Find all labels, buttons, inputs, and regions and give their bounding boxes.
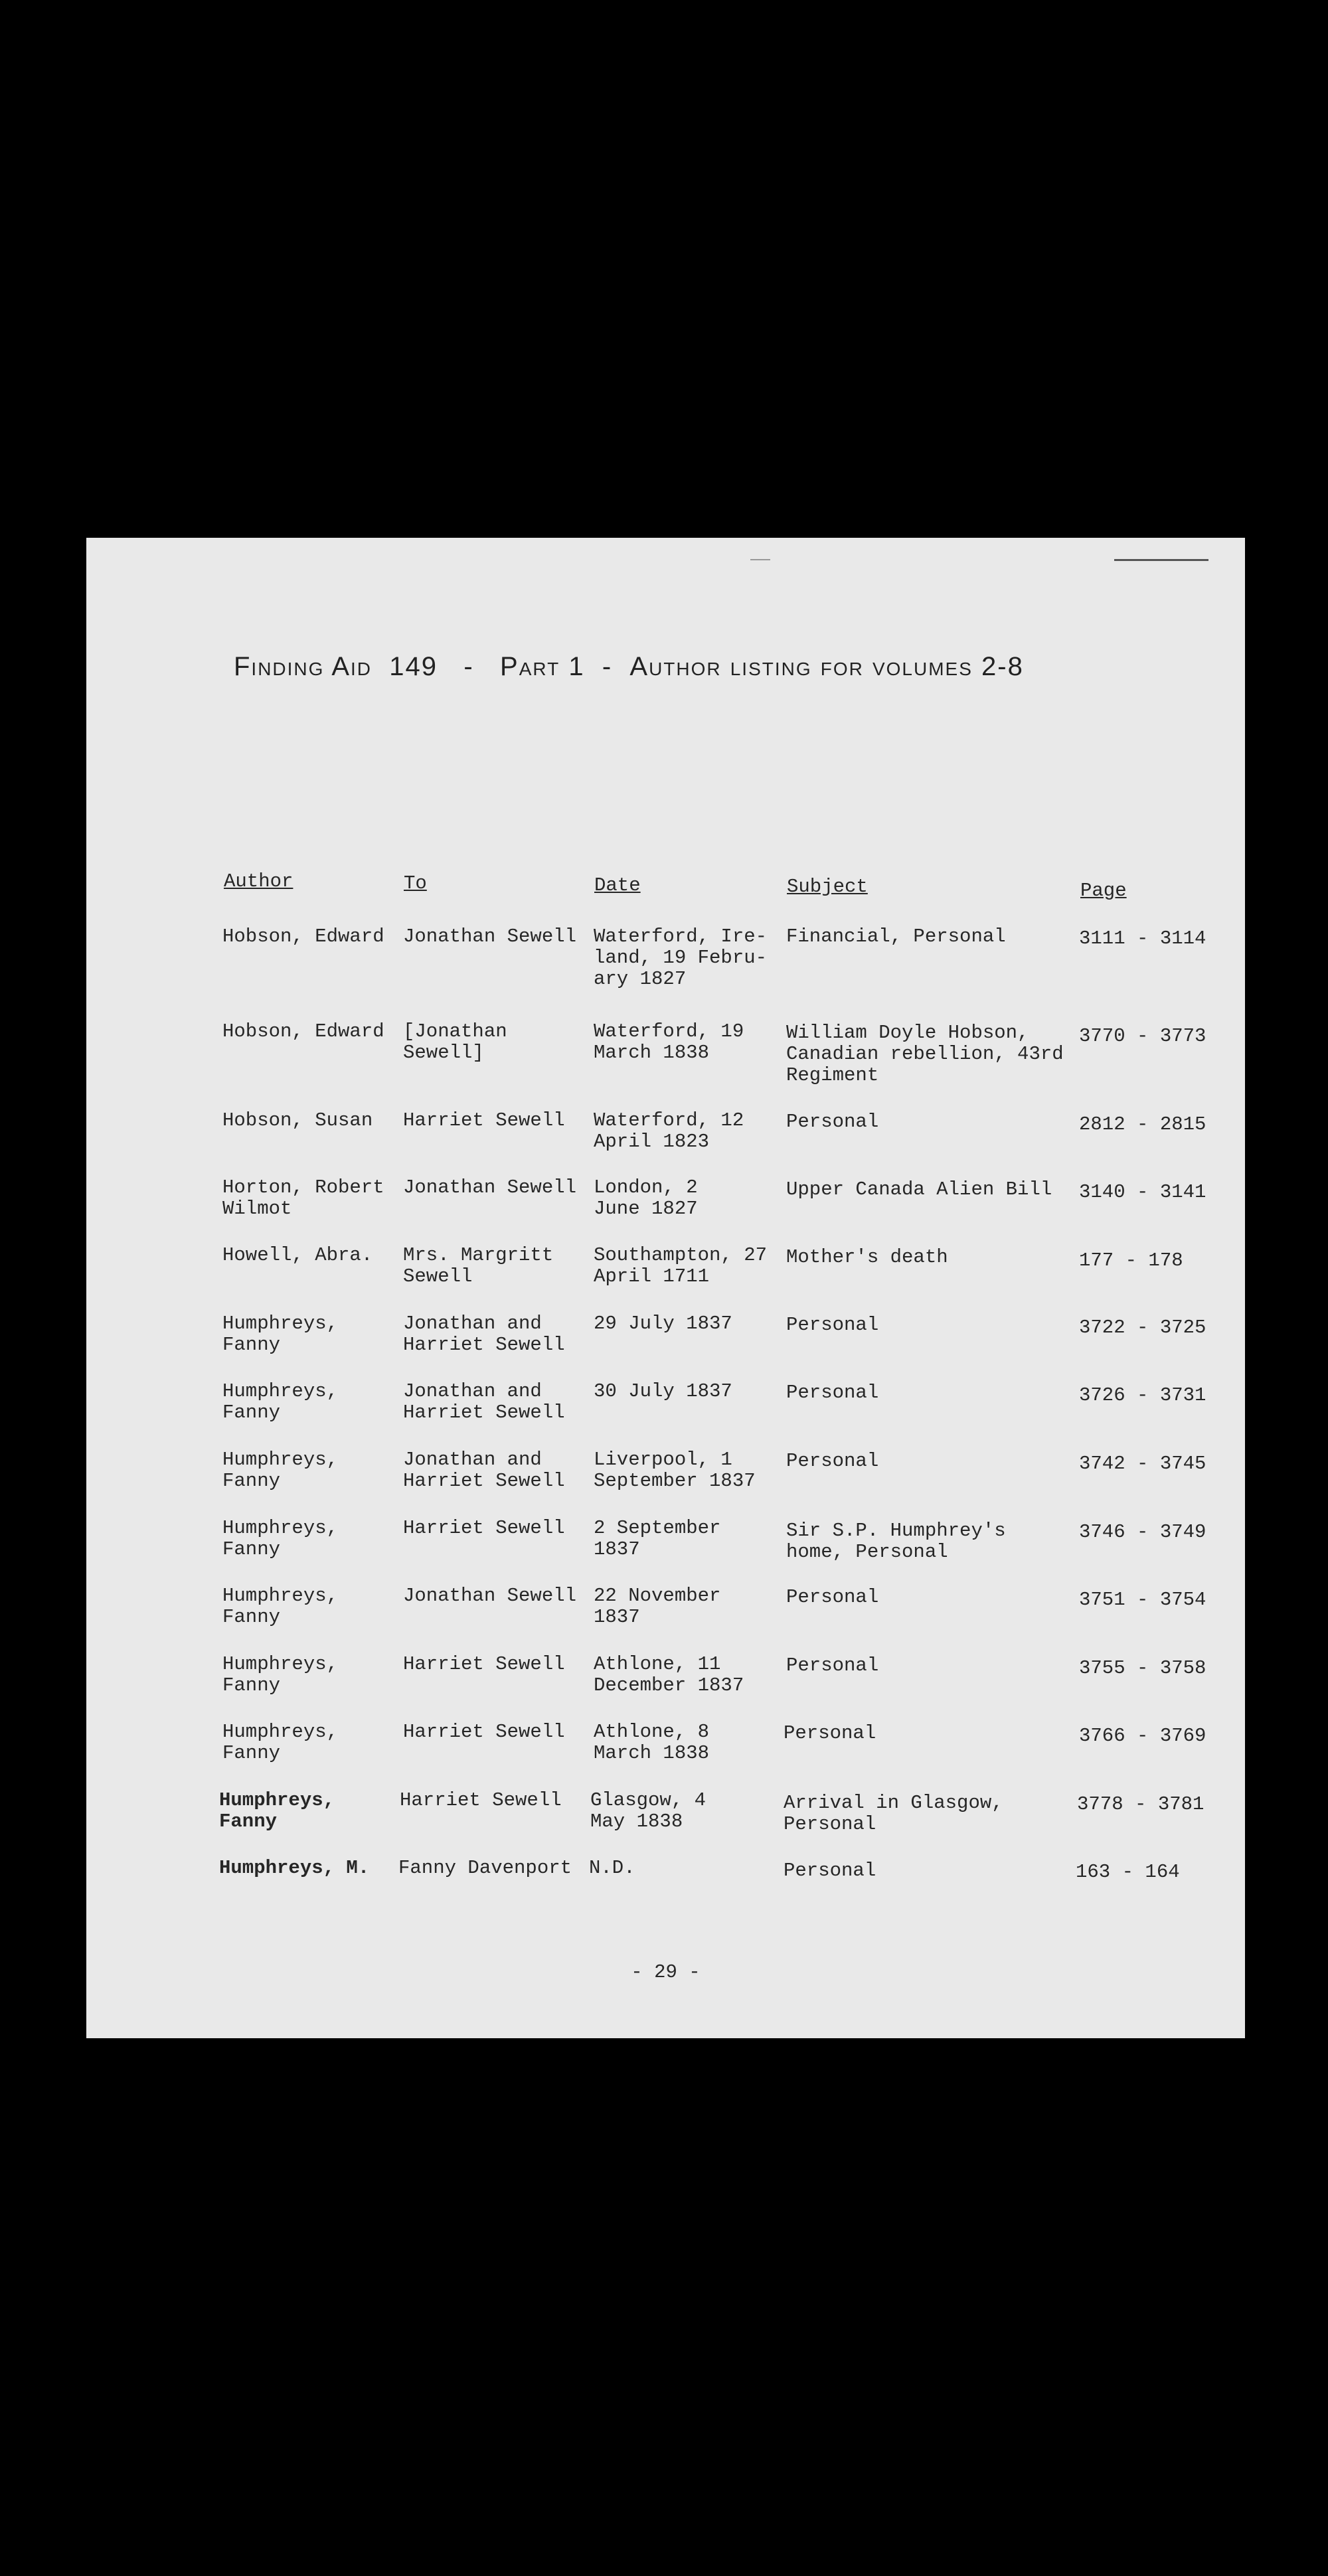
column-header-page: Page — [1080, 880, 1127, 902]
table-cell-page: 3722 - 3725 — [1079, 1317, 1206, 1338]
table-cell-author: Humphreys, Fanny — [222, 1721, 339, 1764]
table-cell-date: Waterford, 19 March 1838 — [594, 1020, 744, 1064]
table-cell-to: Jonathan and Harriet Sewell — [403, 1380, 565, 1423]
table-cell-page: 3140 - 3141 — [1079, 1181, 1206, 1203]
document-page — [86, 538, 1245, 2038]
table-cell-subject: Sir S.P. Humphrey's home, Personal — [786, 1520, 1006, 1563]
column-header-subject: Subject — [787, 876, 868, 898]
table-cell-author: Humphreys, Fanny — [222, 1449, 339, 1492]
table-cell-author: Hobson, Susan — [222, 1109, 373, 1131]
page-title — [234, 652, 1024, 682]
table-cell-page: 163 - 164 — [1076, 1861, 1180, 1883]
table-cell-author: Humphreys, Fanny — [222, 1313, 339, 1356]
page-number: - 29 - — [631, 1961, 701, 1983]
table-cell-author: Humphreys, M. — [219, 1857, 370, 1879]
title-part-number: 1 — [568, 652, 585, 681]
table-cell-subject: Personal — [786, 1586, 879, 1608]
table-cell-subject: Arrival in Glasgow, Personal — [784, 1792, 1003, 1835]
table-cell-author: Humphreys, Fanny — [222, 1653, 339, 1696]
table-cell-page: 3751 - 3754 — [1079, 1589, 1206, 1611]
table-cell-date: Athlone, 11 December 1837 — [594, 1653, 744, 1696]
table-cell-page: 2812 - 2815 — [1079, 1113, 1206, 1135]
table-cell-author: Humphreys, Fanny — [222, 1585, 339, 1628]
table-cell-to: Jonathan Sewell — [403, 1585, 577, 1607]
table-cell-date: Waterford, Ire- land, 19 Febru- ary 1827 — [594, 926, 768, 990]
table-cell-to: Harriet Sewell — [400, 1789, 562, 1811]
table-cell-date: Southampton, 27 April 1711 — [594, 1244, 768, 1287]
table-cell-subject: Personal — [786, 1450, 879, 1472]
table-cell-date: Liverpool, 1 September 1837 — [594, 1449, 756, 1492]
table-cell-page: 177 - 178 — [1079, 1249, 1183, 1271]
table-cell-date: 29 July 1837 — [594, 1313, 732, 1334]
column-header-to: To — [404, 872, 427, 894]
title-aid-number: 149 — [389, 652, 438, 681]
table-cell-page: 3766 - 3769 — [1079, 1725, 1206, 1747]
table-cell-date: 2 September 1837 — [594, 1517, 721, 1560]
title-part: Part — [500, 652, 560, 681]
table-cell-date: N.D. — [589, 1857, 635, 1879]
table-cell-subject: Upper Canada Alien Bill — [786, 1178, 1052, 1200]
table-cell-author: Hobson, Edward — [222, 1020, 384, 1042]
table-cell-author: Hobson, Edward — [222, 926, 384, 947]
column-header-author: Author — [224, 870, 293, 892]
table-cell-subject: Personal — [786, 1314, 879, 1336]
title-finding-aid: Finding Aid — [234, 652, 373, 681]
table-cell-date: Waterford, 12 April 1823 — [594, 1109, 744, 1153]
table-cell-subject: Personal — [786, 1111, 879, 1133]
table-cell-author: Howell, Abra. — [222, 1244, 373, 1266]
table-cell-page: 3111 - 3114 — [1079, 927, 1206, 949]
table-cell-author: Horton, Robert Wilmot — [222, 1176, 384, 1220]
table-cell-page: 3746 - 3749 — [1079, 1521, 1206, 1543]
table-cell-to: Harriet Sewell — [403, 1721, 565, 1743]
table-cell-subject: William Doyle Hobson, Canadian rebellion, 43rd Regiment — [786, 1022, 1064, 1086]
table-cell-to: Harriet Sewell — [403, 1109, 565, 1131]
table-cell-page: 3755 - 3758 — [1079, 1657, 1206, 1679]
table-cell-date: Athlone, 8 March 1838 — [594, 1721, 710, 1764]
table-cell-author: Humphreys, Fanny — [222, 1380, 339, 1423]
table-cell-to: [Jonathan Sewell] — [403, 1020, 507, 1064]
table-cell-page: 3726 - 3731 — [1079, 1384, 1206, 1406]
table-cell-to: Harriet Sewell — [403, 1517, 565, 1539]
scan-mark — [1114, 559, 1208, 561]
table-cell-to: Fanny Davenport — [398, 1857, 572, 1879]
table-cell-author: Humphreys, Fanny — [222, 1517, 339, 1560]
title-author-listing: Author listing for volumes — [629, 652, 973, 681]
table-cell-subject: Mother's death — [786, 1246, 948, 1268]
table-cell-to: Jonathan and Harriet Sewell — [403, 1449, 565, 1492]
column-header-date: Date — [594, 874, 641, 896]
title-dash: - — [602, 652, 613, 681]
table-cell-subject: Personal — [786, 1382, 879, 1404]
table-cell-page: 3770 - 3773 — [1079, 1025, 1206, 1047]
table-cell-to: Mrs. Margritt Sewell — [403, 1244, 554, 1287]
table-cell-date: 30 July 1837 — [594, 1380, 732, 1402]
table-cell-subject: Personal — [784, 1860, 876, 1882]
table-cell-page: 3742 - 3745 — [1079, 1453, 1206, 1475]
table-cell-subject: Personal — [784, 1722, 876, 1744]
table-cell-date: Glasgow, 4 May 1838 — [590, 1789, 706, 1832]
scan-mark — [750, 559, 770, 560]
table-cell-author: Humphreys, Fanny — [219, 1789, 335, 1832]
title-dash: - — [463, 652, 474, 681]
table-cell-subject: Financial, Personal — [786, 926, 1006, 947]
table-cell-subject: Personal — [786, 1654, 879, 1676]
table-cell-date: London, 2 June 1827 — [594, 1176, 698, 1220]
table-cell-to: Jonathan Sewell — [403, 926, 577, 947]
title-volumes: 2-8 — [981, 652, 1024, 681]
table-cell-to: Jonathan Sewell — [403, 1176, 577, 1198]
table-cell-date: 22 November 1837 — [594, 1585, 721, 1628]
table-cell-page: 3778 - 3781 — [1077, 1793, 1204, 1815]
table-cell-to: Jonathan and Harriet Sewell — [403, 1313, 565, 1356]
table-cell-to: Harriet Sewell — [403, 1653, 565, 1675]
